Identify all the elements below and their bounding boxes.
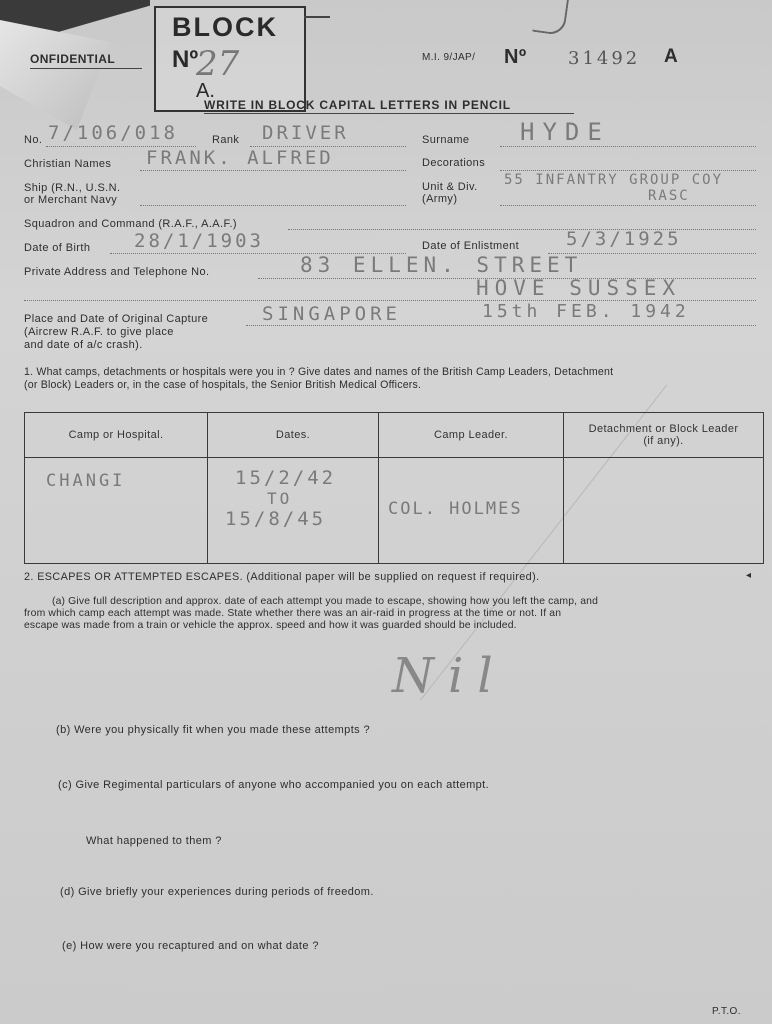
stamp-tick-line (304, 16, 330, 18)
pto-label: P.T.O. (712, 1006, 741, 1017)
q2-title: 2. ESCAPES OR ATTEMPTED ESCAPES. (Additional paper will be supplied on request if required). (24, 571, 540, 583)
serial-no-label: Nº (504, 46, 527, 68)
decorations-label: Decorations (422, 157, 486, 169)
dob-label: Date of Birth (24, 242, 91, 254)
instruction-underline (204, 113, 574, 114)
block-no-label: Nº (172, 46, 199, 73)
camp-leader-value: COL. HOLMES (388, 499, 523, 519)
ship-label-line2: or Merchant Navy (24, 194, 118, 206)
table-row (25, 458, 764, 564)
pencil-check-mark (532, 0, 570, 36)
surname-label: Surname (422, 134, 470, 146)
cell-leader (379, 458, 564, 564)
cell-camp (25, 458, 208, 564)
header-dates: Dates. (208, 413, 379, 458)
date-from: 15/2/42 (235, 467, 337, 489)
serial-number: 31492 (568, 48, 641, 69)
capture-dotted-line (246, 325, 756, 326)
surname-dotted-line (500, 146, 756, 147)
q2a-line1: (a) Give full description and approx. date of each attempt you made to escape, showing how you left the camp, and (52, 596, 599, 607)
address-label: Private Address and Telephone No. (24, 266, 210, 278)
unit-dotted-line (500, 205, 756, 206)
capture-label-line3: and date of a/c crash). (24, 339, 143, 351)
christian-names-value: FRANK. ALFRED (146, 147, 334, 169)
q2a-answer: Nil (392, 648, 507, 704)
no-label: No. (24, 134, 43, 146)
service-number-value: 7/106/018 (48, 122, 178, 144)
q2c-subquestion: What happened to them ? (86, 835, 222, 847)
block-no-value: 27 (196, 44, 240, 84)
rank-value: DRIVER (262, 122, 349, 144)
ship-dotted-line (140, 205, 406, 206)
q2a-line2: from which camp each attempt was made. State whether there was an air-raid in progress at the time or not. If an (24, 608, 562, 619)
ship-label-line1: Ship (R.N., U.S.N. (24, 182, 121, 194)
q2d-question: (d) Give briefly your experiences during periods of freedom. (60, 886, 374, 898)
enlistment-label: Date of Enlistment (422, 240, 520, 252)
folded-corner (0, 20, 110, 130)
q2c-question: (c) Give Regimental particulars of anyone who accompanied you on each attempt. (58, 779, 490, 791)
page-mark-icon: ◂ (746, 570, 752, 581)
capture-place-value: SINGAPORE (262, 303, 401, 325)
confidential-underline (30, 68, 142, 69)
dob-value: 28/1/1903 (134, 230, 264, 252)
header-camp: Camp or Hospital. (25, 413, 208, 458)
camp-value: CHANGI (46, 471, 126, 491)
capture-date-value: 15th FEB. 1942 (482, 301, 690, 322)
confidential-heading: ONFIDENTIAL (30, 52, 116, 66)
header-camp-leader: Camp Leader. (379, 413, 564, 458)
squadron-label: Squadron and Command (R.A.F., A.A.F.) (24, 218, 237, 230)
serial-suffix: A (664, 46, 679, 67)
decorations-dotted-line (500, 170, 756, 171)
pencil-instruction: WRITE IN BLOCK CAPITAL LETTERS IN PENCIL (204, 98, 511, 112)
enlistment-value: 5/3/1925 (566, 228, 682, 250)
address-value-line1: 83 ELLEN. STREET (300, 253, 583, 277)
cell-detachment (564, 458, 764, 564)
cell-dates (208, 458, 379, 564)
unit-label-line2: (Army) (422, 193, 458, 205)
unit-value-line1: 55 INFANTRY GROUP COY (504, 172, 724, 188)
block-stamp-box (154, 6, 306, 112)
unit-value-line2: RASC (648, 188, 690, 204)
q2b-question: (b) Were you physically fit when you made these attempts ? (56, 724, 371, 736)
q2e-question: (e) How were you recaptured and on what date ? (62, 940, 319, 952)
table-header-row (25, 413, 764, 458)
rank-label: Rank (212, 134, 240, 146)
q2a-line3: escape was made from a train or vehicle the approx. speed and how it was guarded should be included. (24, 620, 517, 631)
capture-label-line2: (Aircrew R.A.F. to give place (24, 326, 174, 338)
q1-text-line1: 1. What camps, detachments or hospitals were you in ? Give dates and names of the British Camp Leaders, Detachment (24, 366, 614, 378)
camps-table (24, 412, 764, 564)
q1-text-line2: (or Block) Leaders or, in the case of hospitals, the Senior British Medical Officers. (24, 379, 422, 391)
unit-label-line1: Unit & Div. (422, 181, 478, 193)
address-value-line2: HOVE SUSSEX (476, 276, 682, 300)
christian-dotted-line (140, 170, 406, 171)
date-to-word: TO (267, 489, 293, 508)
christian-names-label: Christian Names (24, 158, 112, 170)
squadron-dotted-line (288, 229, 756, 230)
block-label: BLOCK (172, 12, 278, 42)
block-letter: A. (196, 80, 215, 102)
header-detachment: Detachment or Block Leader (if any). (564, 413, 764, 458)
date-until: 15/8/45 (225, 508, 327, 530)
capture-label-line1: Place and Date of Original Capture (24, 313, 209, 325)
mi-reference: M.I. 9/JAP/ (422, 52, 476, 63)
surname-value: HYDE (520, 118, 610, 146)
